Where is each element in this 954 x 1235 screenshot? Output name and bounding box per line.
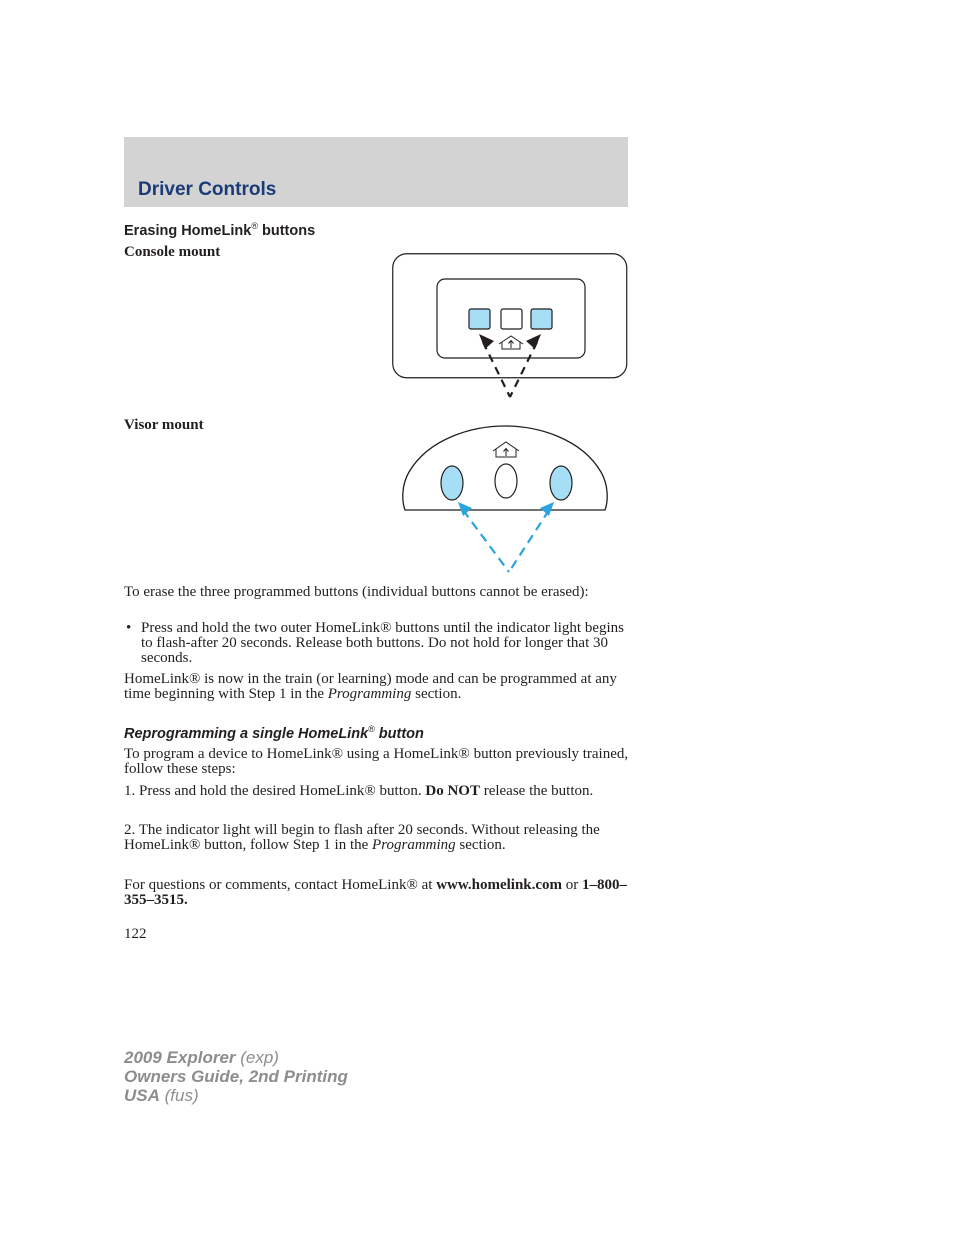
footer-market-code: (fus) <box>159 1086 199 1105</box>
footer <box>124 1048 348 1105</box>
footer-line-1 <box>124 1048 348 1067</box>
contact-or: or <box>562 877 583 893</box>
visor-arrows <box>463 510 549 572</box>
console-right-button <box>531 309 552 329</box>
train-mode-paragraph <box>124 672 630 702</box>
page-title: Driver Controls <box>138 179 277 200</box>
reprogram-heading-suffix: button <box>374 725 424 742</box>
console-center-button <box>501 309 522 329</box>
step-1 <box>124 784 630 799</box>
train-mode-text: HomeLink® is now in the train (or learning) mode and can be programmed at any time beginning with Step 1 in the <box>124 671 617 702</box>
footer-line-2: Owners Guide, 2nd Printing <box>124 1067 348 1086</box>
visor-mount-label: Visor mount <box>124 417 204 433</box>
registered-mark: ® <box>368 724 375 734</box>
step-1-suffix: release the button. <box>479 783 594 799</box>
step-2-suffix: section. <box>455 837 506 853</box>
programming-ref: Programming <box>327 686 412 702</box>
contact-text: For questions or comments, contact HomeLink® at <box>124 877 437 893</box>
train-mode-suffix: section. <box>411 686 462 702</box>
erase-bullet-text: Press and hold the two outer HomeLink® buttons until the indicator light begins to flash-after 20 seconds. Release both buttons. Do not hold for longer that 30 seconds. <box>141 620 625 666</box>
bullet-dot: • <box>126 620 132 636</box>
section-heading-text: Erasing HomeLink <box>124 222 252 239</box>
homelink-phone: 1–800–355–3515. <box>124 877 628 908</box>
erase-intro: To erase the three programmed buttons (individual buttons cannot be erased): <box>124 584 589 600</box>
header-band <box>124 137 628 207</box>
contact-paragraph <box>124 878 630 908</box>
visor-center-button <box>495 464 517 498</box>
visor-right-button <box>550 466 572 500</box>
homelink-url[interactable]: www.homelink.com <box>436 877 563 893</box>
reprogram-heading-text: Reprogramming a single HomeLink <box>124 725 369 742</box>
footer-model: 2009 Explorer <box>124 1048 236 1067</box>
visor-mount-diagram <box>401 424 609 576</box>
console-left-button <box>469 309 490 329</box>
step-2-text: 2. The indicator light will begin to flash after 20 seconds. Without releasing the HomeLink® button, follow Step 1 in the <box>124 822 600 853</box>
visor-left-button <box>441 466 463 500</box>
registered-mark: ® <box>251 221 258 231</box>
reprogram-intro: To program a device to HomeLink® using a HomeLink® button previously trained, follow these steps: <box>124 746 629 777</box>
section-heading-suffix: buttons <box>257 222 316 239</box>
section-heading-erasing <box>124 221 315 239</box>
step-1-emphasis: Do NOT <box>425 783 480 799</box>
step-2 <box>124 823 630 853</box>
footer-line-3 <box>124 1086 348 1105</box>
console-mount-label: Console mount <box>124 244 221 260</box>
page-number: 122 <box>124 926 147 942</box>
footer-model-code: (exp) <box>235 1048 279 1067</box>
console-mount-diagram <box>392 253 628 403</box>
section-heading-reprogramming <box>124 724 424 742</box>
footer-market: USA <box>124 1086 160 1105</box>
programming-ref: Programming <box>372 837 456 853</box>
step-1-text: 1. Press and hold the desired HomeLink® button. <box>124 783 426 799</box>
